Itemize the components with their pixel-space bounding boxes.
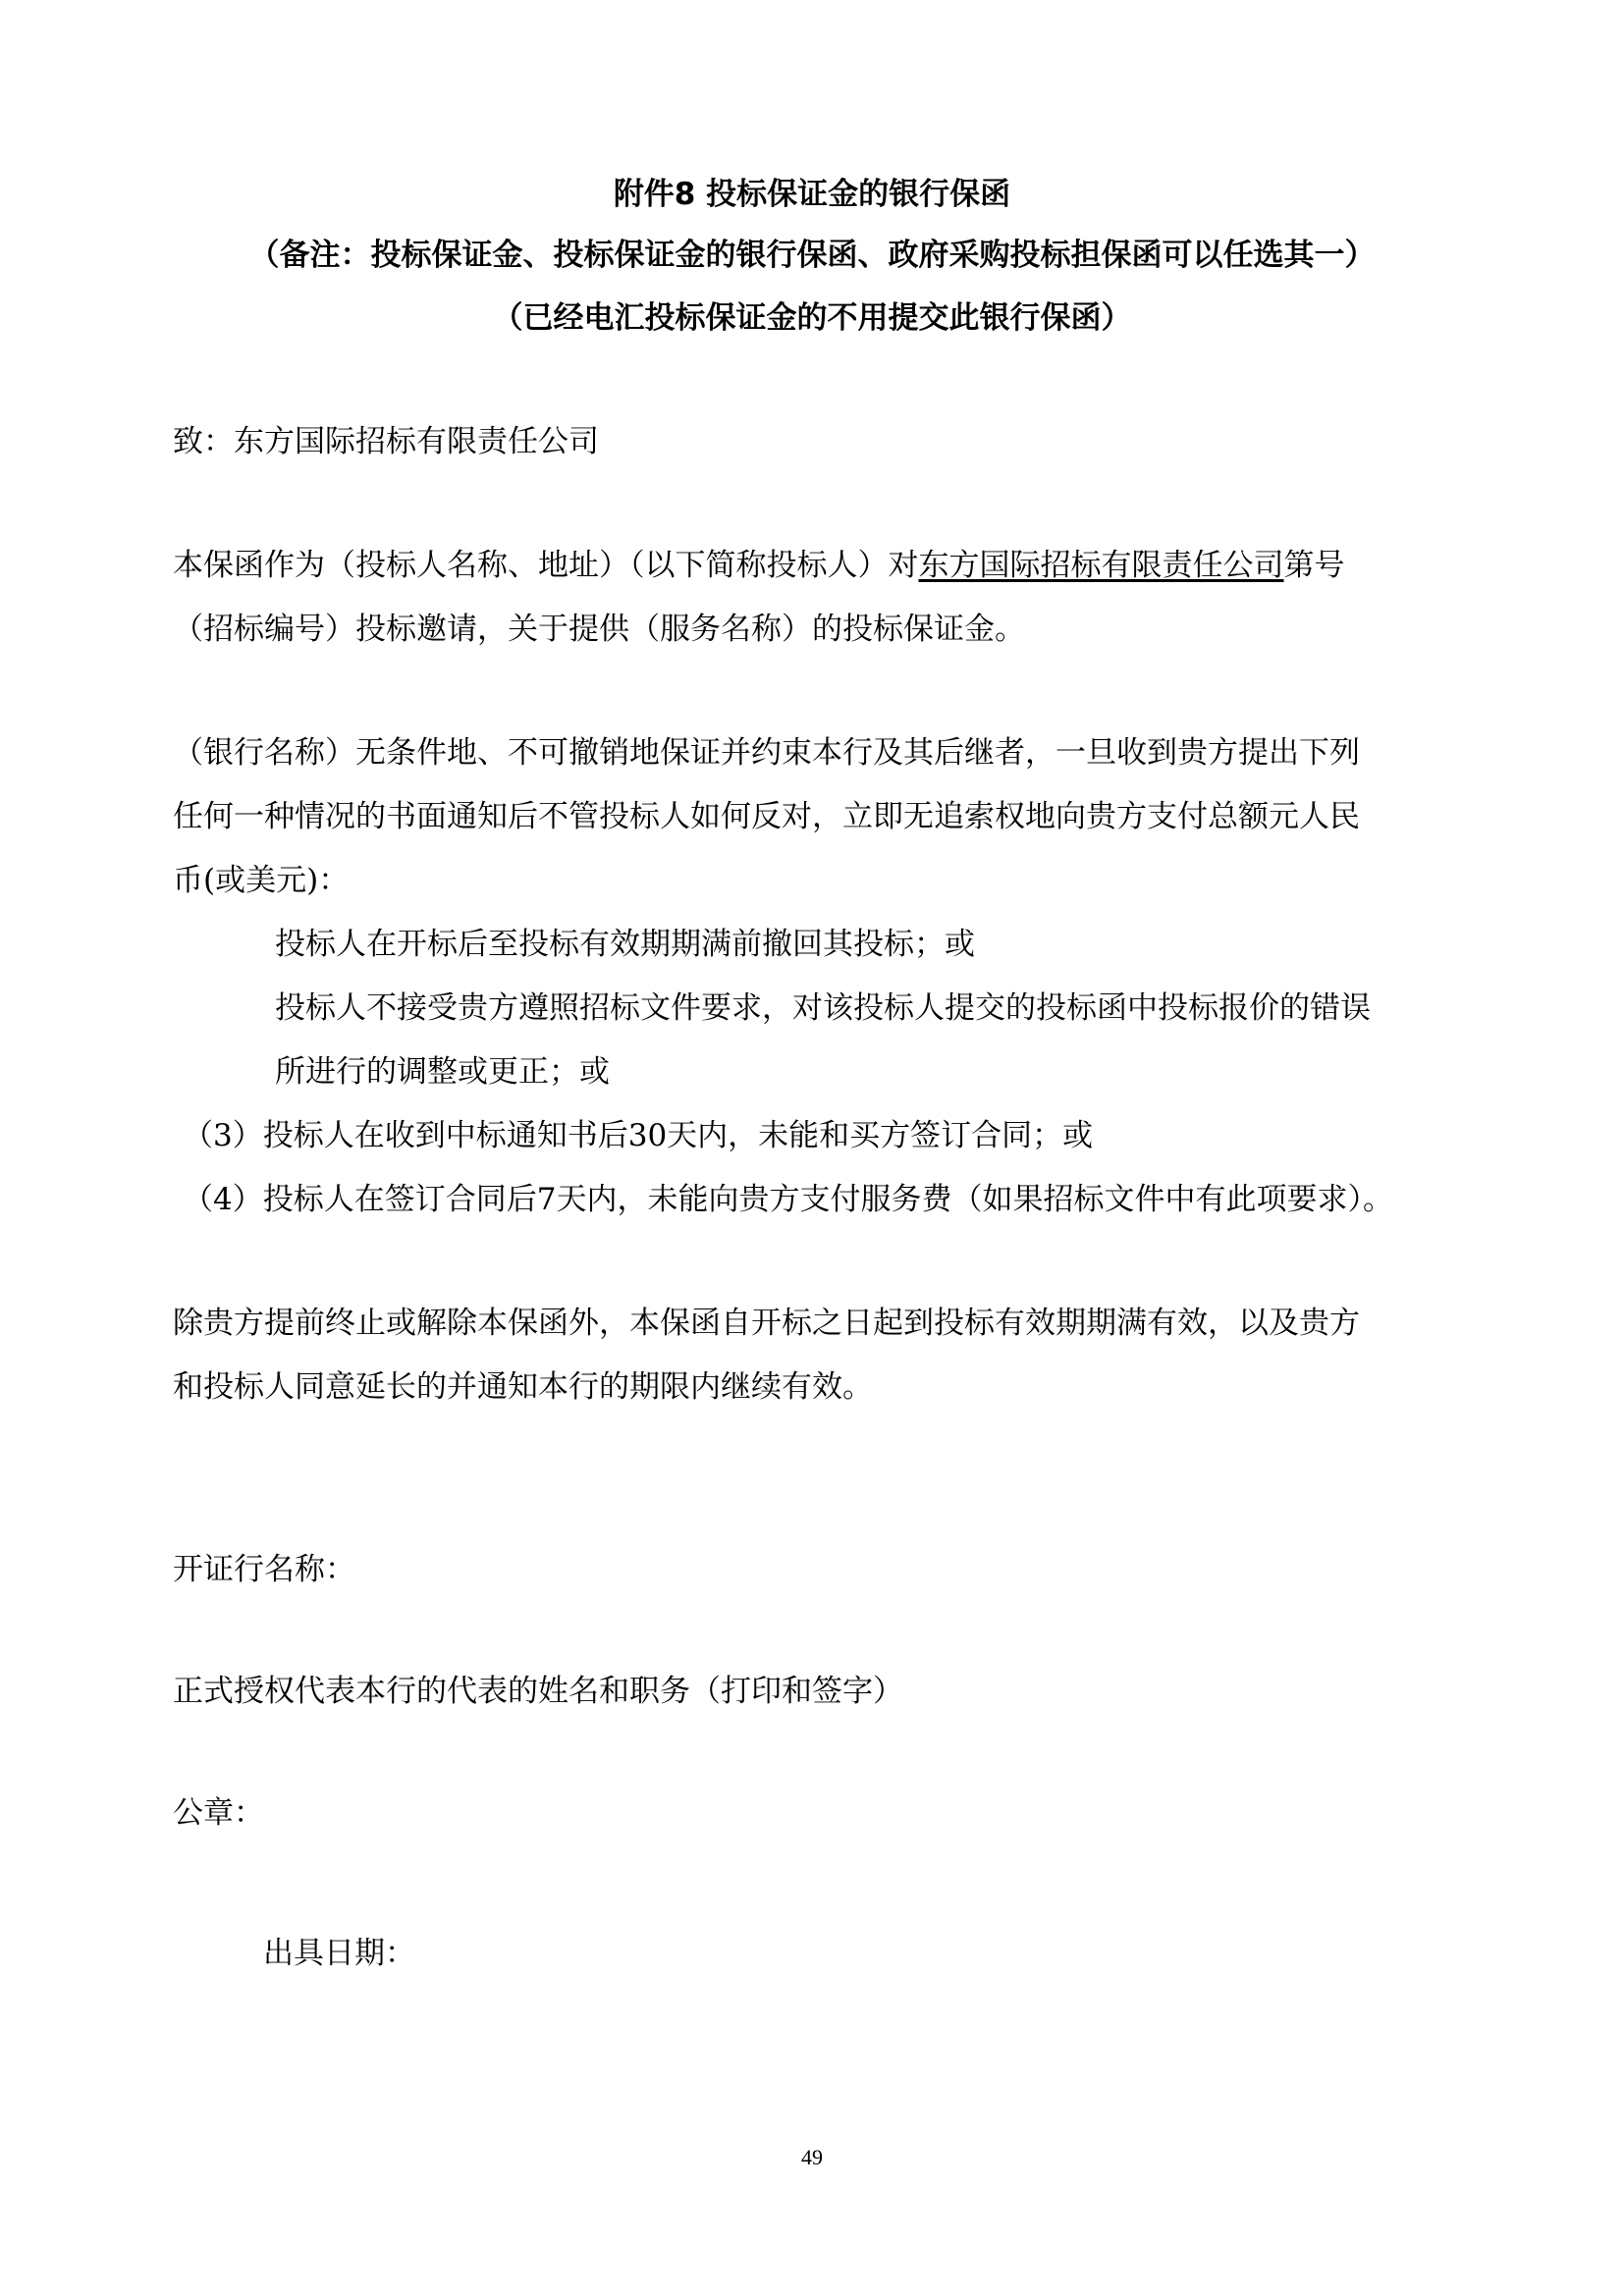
- condition-item-3: （3）投标人在收到中标通知书后30天内，未能和买方签订合同；或: [183, 1118, 1094, 1153]
- guarantee-purpose-line-2: （招标编号）投标邀请，关于提供（服务名称）的投标保证金。: [173, 612, 1025, 647]
- attachment-title: 附件8 投标保证金的银行保函: [613, 177, 1011, 212]
- purpose-company-name: 东方国际招标有限责任公司: [918, 548, 1284, 583]
- condition-item-1: 投标人在开标后至投标有效期期满前撤回其投标；或: [275, 927, 975, 962]
- official-seal-label: 公章：: [173, 1795, 264, 1831]
- attachment-subnote: （已经电汇投标保证金的不用提交此银行保函）: [492, 300, 1132, 336]
- purpose-text-before: 本保函作为（投标人名称、地址）（以下简称投标人）对: [173, 548, 919, 583]
- authorized-representative-label: 正式授权代表本行的代表的姓名和职务（打印和签字）: [173, 1674, 903, 1709]
- issue-date-label: 出具日期：: [263, 1936, 415, 1971]
- condition-item-2-line-2: 所进行的调整或更正；或: [275, 1054, 610, 1090]
- bank-undertaking-line-3: 币(或美元)：: [173, 863, 350, 898]
- bank-undertaking-line-2: 任何一种情况的书面通知后不管投标人如何反对，立即无追索权地向贵方支付总额元人民: [173, 799, 1360, 834]
- validity-line-1: 除贵方提前终止或解除本保函外，本保函自开标之日起到投标有效期期满有效，以及贵方: [173, 1306, 1360, 1341]
- addressee: 致：东方国际招标有限责任公司: [173, 424, 599, 459]
- validity-line-2: 和投标人同意延长的并通知本行的期限内继续有效。: [173, 1369, 873, 1405]
- issuing-bank-label: 开证行名称：: [173, 1552, 355, 1587]
- condition-item-2-line-1: 投标人不接受贵方遵照招标文件要求，对该投标人提交的投标函中投标报价的错误: [275, 990, 1371, 1026]
- page-number: 49: [801, 2145, 823, 2169]
- condition-item-4: （4）投标人在签订合同后7天内，未能向贵方支付服务费（如果招标文件中有此项要求）。: [183, 1182, 1393, 1217]
- attachment-note: （备注：投标保证金、投标保证金的银行保函、政府采购投标担保函可以任选其一）: [248, 238, 1376, 273]
- bank-undertaking-line-1: （银行名称）无条件地、不可撤销地保证并约束本行及其后继者，一旦收到贵方提出下列: [173, 735, 1360, 771]
- guarantee-purpose-line-1: [173, 546, 1345, 585]
- purpose-text-after: 第号: [1283, 548, 1345, 583]
